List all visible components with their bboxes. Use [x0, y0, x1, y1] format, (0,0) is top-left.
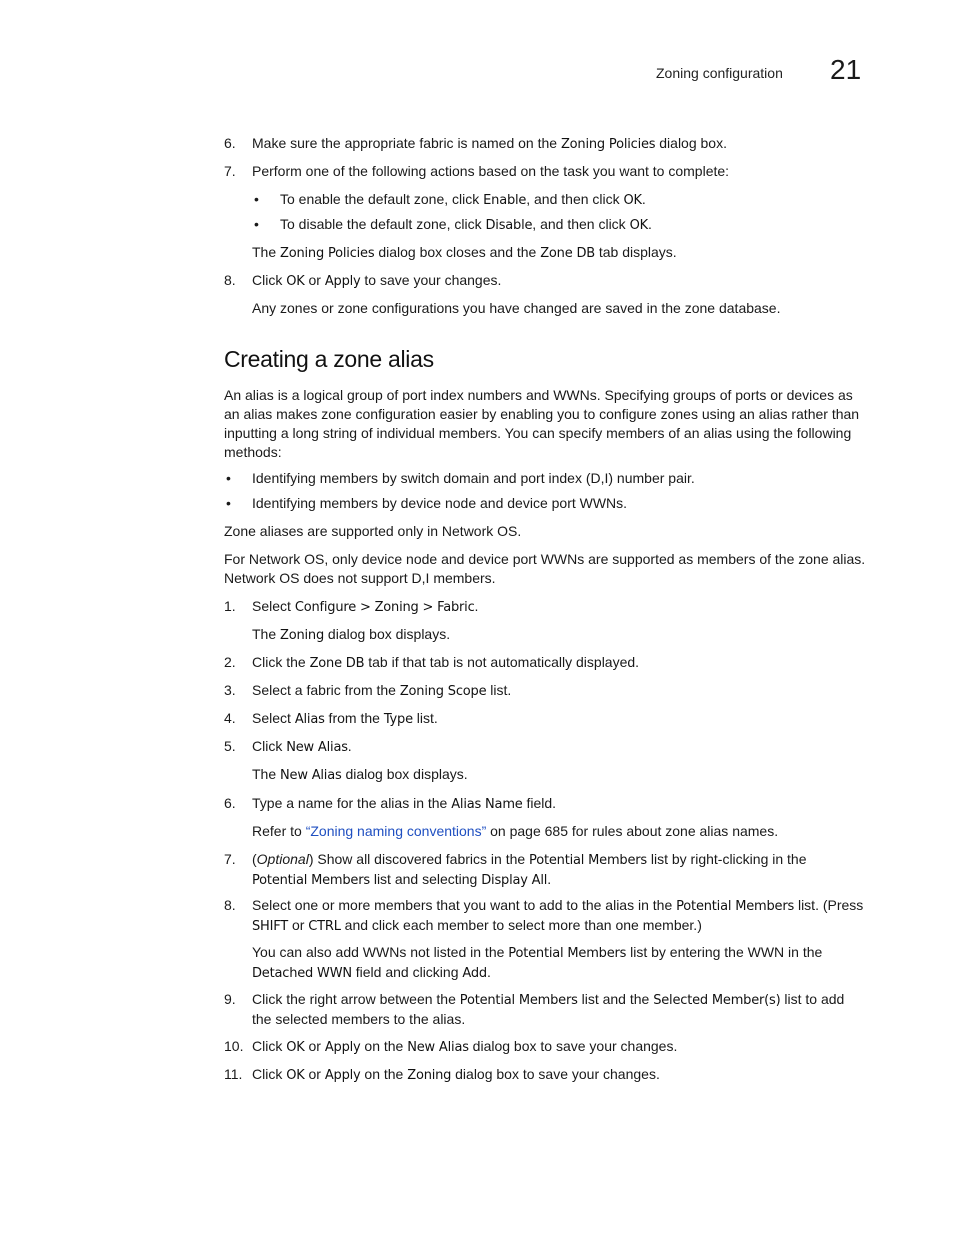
section-heading: Creating a zone alias [224, 346, 434, 372]
step-result: You can also add WWNs not listed in the Potential Members list by entering the WWN in the Detached WWN field and clicking Add. [252, 944, 823, 981]
bullet-glyph: • [254, 191, 259, 207]
step-text: Select Alias from the Type list. [252, 710, 438, 727]
step-text: Click New Alias. [252, 738, 352, 755]
paragraph: Zone aliases are supported only in Network OS. [224, 523, 522, 539]
step-result: Refer to “Zoning naming conventions” on page 685 for rules about zone alias names. [252, 823, 779, 839]
step-number: 3. [224, 682, 236, 698]
step-text: Make sure the appropriate fabric is named on the Zoning Policies dialog box. [252, 135, 727, 152]
running-header-section: Zoning configuration [656, 65, 783, 81]
step-text: Perform one of the following actions based on the task you want to complete: [252, 163, 730, 179]
step-number: 6. [224, 135, 236, 151]
step-text: Select Configure > Zoning > Fabric. [252, 598, 479, 615]
step-number: 5. [224, 738, 236, 754]
step-number: 6. [224, 795, 236, 811]
step-result: The Zoning Policies dialog box closes and the Zone DB tab displays. [252, 244, 677, 261]
bullet-glyph: • [226, 495, 231, 511]
bullet-text: Identifying members by device node and device port WWNs. [252, 495, 628, 511]
bullet-text: Identifying members by switch domain and port index (D,I) number pair. [252, 470, 695, 486]
step-number: 2. [224, 654, 236, 670]
chapter-number: 21 [830, 54, 862, 85]
step-text: Click the Zone DB tab if that tab is not automatically displayed. [252, 654, 640, 671]
bullet-text: To enable the default zone, click Enable, and then click OK. [280, 191, 646, 208]
bullet-glyph: • [254, 216, 259, 232]
step-number: 7. [224, 163, 236, 179]
step-text: Click OK or Apply on the New Alias dialog box to save your changes. [252, 1038, 678, 1055]
step-number: 4. [224, 710, 236, 726]
step-number: 1. [224, 598, 236, 614]
step-number: 9. [224, 991, 236, 1007]
bullet-glyph: • [226, 470, 231, 486]
step-number: 7. [224, 851, 236, 867]
cross-reference-link[interactable]: “Zoning naming conventions” [305, 823, 487, 839]
step-text: Click OK or Apply on the Zoning dialog box to save your changes. [252, 1066, 660, 1083]
step-result: Any zones or zone configurations you have changed are saved in the zone database. [252, 300, 781, 316]
step-number: 8. [224, 272, 236, 288]
step-number: 11. [224, 1066, 243, 1082]
bullet-text: To disable the default zone, click Disable, and then click OK. [280, 216, 652, 233]
step-result: The Zoning dialog box displays. [252, 626, 451, 643]
step-text: Click the right arrow between the Potential Members list and the Selected Member(s) list to add the selected members to the alias. [252, 991, 845, 1027]
step-number: 8. [224, 897, 236, 913]
step-text: (Optional) Show all discovered fabrics in the Potential Members list by right-clicking in the Potential Members list and selecting Display All. [252, 851, 807, 888]
step-text: Type a name for the alias in the Alias Name field. [252, 795, 557, 812]
step-text: Select a fabric from the Zoning Scope list. [252, 682, 512, 699]
step-result: The New Alias dialog box displays. [252, 766, 468, 783]
intro-paragraph: An alias is a logical group of port index numbers and WWNs. Specifying groups of ports or devices as an alias makes zone configuration easier by enabling you to configure zones using an alias rather than inputting a long string of individual members. You can specify members of an alias using the following methods: [224, 387, 860, 460]
step-number: 10. [224, 1038, 244, 1054]
step-text: Select one or more members that you want to add to the alias in the Potential Members list. (Press SHIFT or CTRL and click each member to select more than one member.) [252, 897, 864, 934]
paragraph: For Network OS, only device node and device port WWNs are supported as members of the zone alias. Network OS does not support D,I members. [224, 551, 866, 586]
step-text: Click OK or Apply to save your changes. [252, 272, 502, 289]
